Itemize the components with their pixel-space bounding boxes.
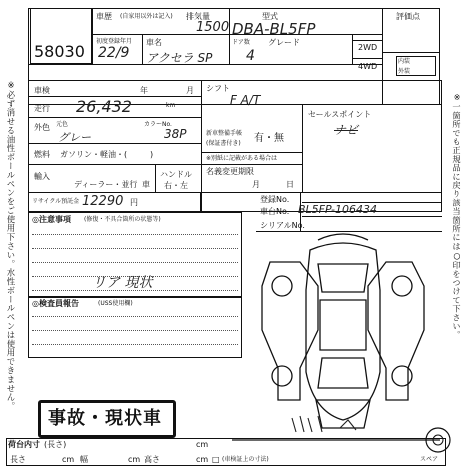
shaken-label: 車検 xyxy=(34,86,50,95)
width-label: 幅 xyxy=(80,455,88,464)
mileage-unit: km xyxy=(166,102,176,109)
handle-label: ハンドル xyxy=(160,170,192,179)
doors-label: ドア数 xyxy=(232,39,250,46)
remarks-value: リア 現状 xyxy=(92,275,153,291)
accident-stamp-text: 事故・現状車 xyxy=(48,408,162,429)
interior-label: 内装 xyxy=(398,58,411,65)
shaken-month: 月 xyxy=(186,86,194,95)
model-type-label: 型式 xyxy=(262,12,278,21)
displacement-label: 排気量 xyxy=(186,12,210,21)
color-number-value: 38P xyxy=(164,127,187,141)
inspector-sub: (USS使用欄) xyxy=(98,300,133,307)
check-label: □ xyxy=(212,455,220,464)
serial-label: シリアルNo. xyxy=(260,221,305,230)
recycle-label: リサイクル預託金 xyxy=(32,198,80,205)
load-label: 荷台内寸 xyxy=(8,440,40,449)
import-suffix: 車 xyxy=(142,180,150,189)
evaluation-label: 評価点 xyxy=(396,12,420,21)
name-change-day: 日 xyxy=(286,180,294,189)
grade-label: グレード xyxy=(268,38,300,47)
sales-point-value: ナビ xyxy=(334,123,359,137)
fuel-close: ) xyxy=(150,150,154,159)
lot-number: 58030 xyxy=(34,42,85,61)
recycle-value: 12290 xyxy=(82,194,124,209)
remarks-label: ◎注意事項 xyxy=(32,215,71,224)
shaken-year: 年 xyxy=(140,86,148,95)
import-options: ディーラー・並行 xyxy=(74,180,138,189)
original-color-label: 元色 xyxy=(56,121,69,128)
length-unit: cm xyxy=(62,455,75,464)
shift-label: シフト xyxy=(206,84,230,93)
inspector-label: ◎検査員報告 xyxy=(32,299,79,308)
doors-value: 4 xyxy=(246,48,255,64)
load-sub: (長さ) xyxy=(44,440,67,449)
import-label: 輸入 xyxy=(34,172,50,181)
drive-4wd: 4WD xyxy=(358,62,378,71)
mileage-value: 26,432 xyxy=(76,97,132,116)
car-history-label: 車歴 xyxy=(96,12,112,21)
color-number-label: カラーNo. xyxy=(144,121,172,128)
height-label: 高さ xyxy=(144,455,160,464)
car-history-sub: (自家用以外は記入) xyxy=(120,13,173,20)
check-sub: (車検証上の寸法) xyxy=(222,456,269,463)
shift-value: F A/T xyxy=(230,93,261,107)
records-value: 有・無 xyxy=(254,133,284,144)
color-label: 外色 xyxy=(34,123,50,132)
drive-2wd: 2WD xyxy=(358,43,378,52)
right-note: ※一箇所でも正規品に戻り該当箇所には○印をつけて下さい。 xyxy=(452,92,462,340)
recycle-unit: 円 xyxy=(130,198,138,207)
model-type-value: DBA-BL5FP xyxy=(232,20,316,38)
fuel-options: ガソリン・軽油・( xyxy=(60,150,128,159)
records-label: 新車整備手帳 xyxy=(206,130,243,137)
records-note: ※別紙に記載がある場合は xyxy=(206,155,278,162)
name-change-month: 月 xyxy=(252,180,260,189)
name-change-label: 名義変更期限 xyxy=(206,167,254,176)
left-note: ※必ず消せる油性ボールペンをご使用下さい。水性ボールペンは使用できません。 xyxy=(6,80,16,411)
chassis-value: BL5FP-106434 xyxy=(298,203,377,216)
car-name-label: 車名 xyxy=(146,38,162,47)
height-unit: cm xyxy=(196,455,209,464)
exterior-label: 外装 xyxy=(398,68,411,75)
spare-label: スペア xyxy=(420,456,439,463)
length-label: 長さ xyxy=(10,455,26,464)
mileage-label: 走行 xyxy=(34,104,50,113)
sales-point-label: セールスポイント xyxy=(308,110,372,119)
remarks-sub: (修復・不具合箇所の状態等) xyxy=(84,216,161,223)
fuel-label: 燃料 xyxy=(34,150,50,159)
width-unit: cm xyxy=(128,455,141,464)
color-value: グレー xyxy=(58,131,91,144)
evaluation-grid xyxy=(396,56,436,76)
first-reg-value: 22/9 xyxy=(98,45,130,61)
chassis-label: 車台No. xyxy=(260,207,290,216)
handle-options: 右・左 xyxy=(164,181,188,190)
records-sub: (保証書付き) xyxy=(206,140,241,147)
car-name-value: アクセラ SP xyxy=(146,51,213,65)
reg-number-label: 登録No. xyxy=(260,195,290,204)
displacement-value: 1500 xyxy=(196,20,230,35)
first-reg-label: 初度登録年月 xyxy=(96,38,133,45)
load-unit: cm xyxy=(196,440,209,449)
